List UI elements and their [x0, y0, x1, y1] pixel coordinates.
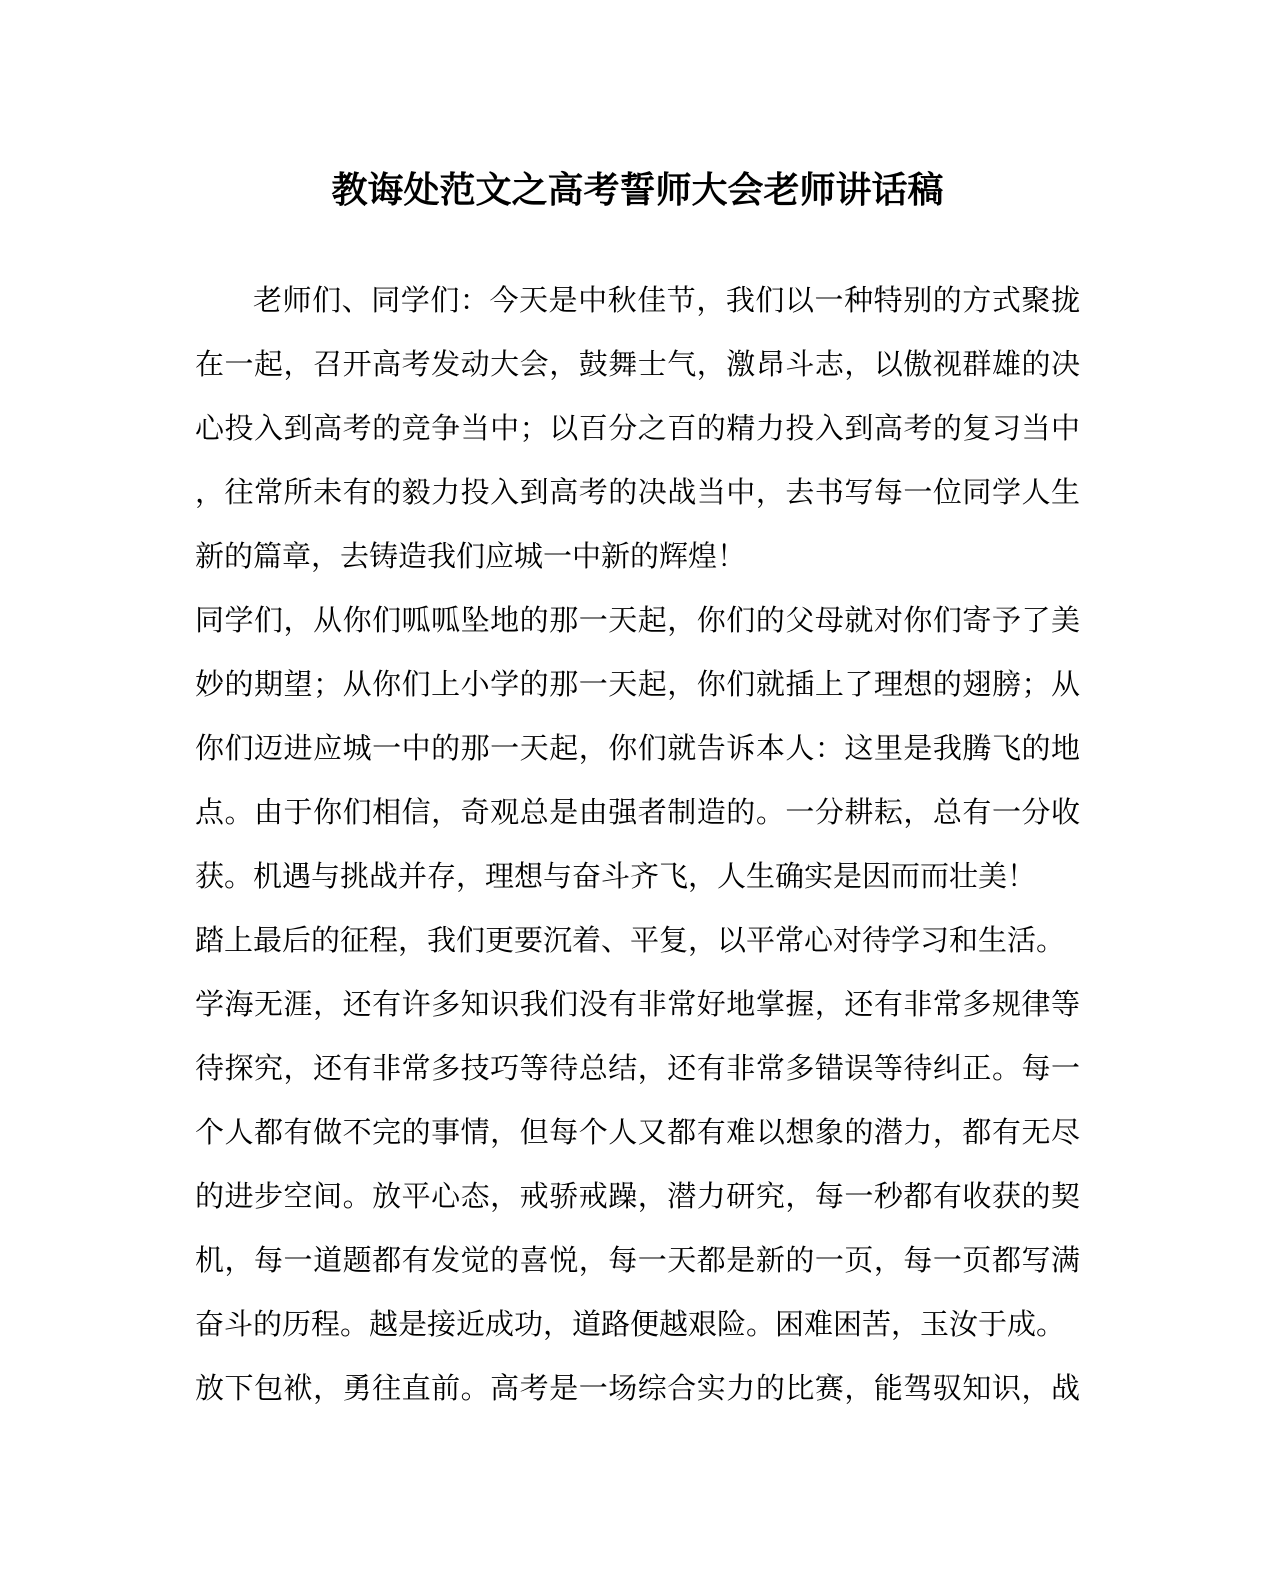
body-line-12: 学海无涯，还有许多知识我们没有非常好地掌握，还有非常多规律等	[195, 987, 1080, 1021]
body-line-3: 心投入到高考的竞争当中；以百分之百的精力投入到高考的复习当中	[195, 411, 1080, 445]
body-line-15: 的进步空间。放平心态，戒骄戒躁，潜力研究，每一秒都有收获的契	[195, 1179, 1080, 1213]
body-line-13: 待探究，还有非常多技巧等待总结，还有非常多错误等待纠正。每一	[195, 1051, 1080, 1085]
body-line-5: 新的篇章，去铸造我们应城一中新的辉煌！	[195, 539, 747, 573]
body-line-14: 个人都有做不完的事情，但每个人又都有难以想象的潜力，都有无尽	[195, 1115, 1080, 1149]
body-line-16: 机，每一道题都有发觉的喜悦，每一天都是新的一页，每一页都写满	[195, 1243, 1080, 1277]
body-line-11: 踏上最后的征程，我们更要沉着、平复，以平常心对待学习和生活。	[195, 923, 1066, 957]
body-line-17: 奋斗的历程。越是接近成功，道路便越艰险。困难困苦，玉汝于成。	[195, 1307, 1066, 1341]
body-line-8: 你们迈进应城一中的那一天起，你们就告诉本人：这里是我腾飞的地	[195, 731, 1080, 765]
body-line-6: 同学们，从你们呱呱坠地的那一天起，你们的父母就对你们寄予了美	[195, 603, 1080, 637]
body-line-7: 妙的期望；从你们上小学的那一天起，你们就插上了理想的翅膀；从	[195, 667, 1080, 701]
document-title: 教诲处范文之高考誓师大会老师讲话稿	[331, 169, 944, 211]
body-line-2: 在一起，召开高考发动大会，鼓舞士气，激昂斗志，以傲视群雄的决	[195, 347, 1080, 381]
body-line-10: 获。机遇与挑战并存，理想与奋斗齐飞，人生确实是因而而壮美！	[195, 859, 1037, 893]
body-line-18: 放下包袱，勇往直前。高考是一场综合实力的比赛，能驾驭知识，战	[195, 1371, 1080, 1405]
body-line-4: ，往常所未有的毅力投入到高考的决战当中，去书写每一位同学人生	[195, 475, 1080, 509]
body-line-9: 点。由于你们相信，奇观总是由强者制造的。一分耕耘，总有一分收	[195, 795, 1080, 829]
body-line-1: 老师们、同学们：今天是中秋佳节，我们以一种特别的方式聚拢	[253, 283, 1080, 317]
